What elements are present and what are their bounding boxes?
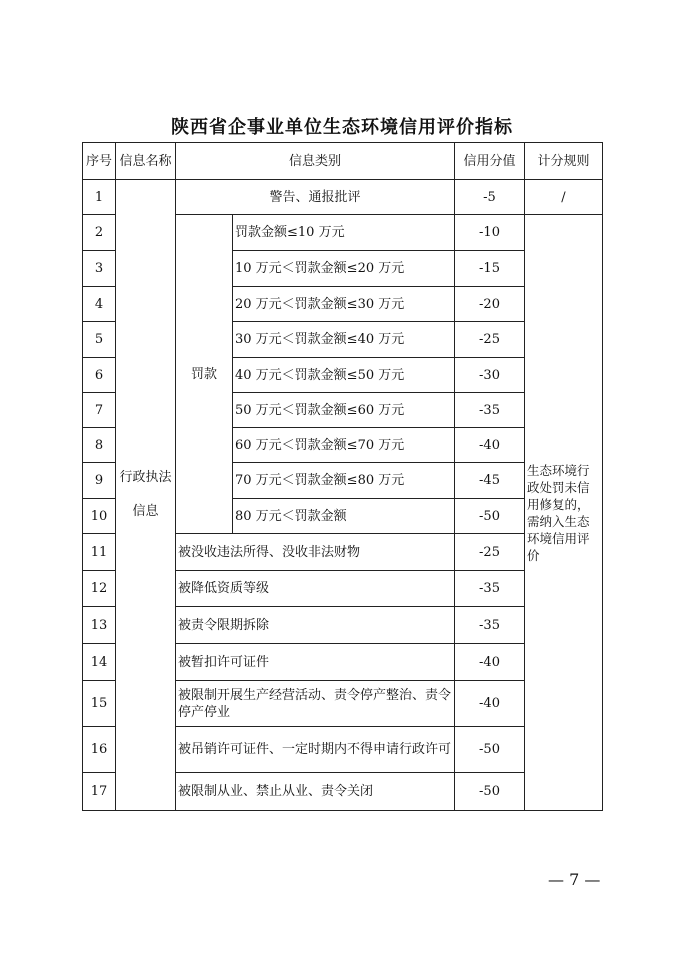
- row-seq: 14: [83, 644, 116, 681]
- row-category: 被吊销许可证件、一定时期内不得申请行政许可: [176, 727, 455, 773]
- row-seq: 9: [83, 463, 116, 499]
- row-score: -10: [455, 215, 525, 251]
- fine-group-label: 罚款: [176, 215, 233, 534]
- row-score: -35: [455, 607, 525, 644]
- header-seq: 序号: [83, 143, 116, 180]
- page-number: — 7 —: [548, 870, 601, 889]
- row-category: 被没收违法所得、没收非法财物: [176, 534, 455, 571]
- row-category: 10 万元＜罚款金额≤20 万元: [233, 251, 455, 287]
- row-category: 60 万元＜罚款金额≤70 万元: [233, 428, 455, 463]
- row-category: 被责令限期拆除: [176, 607, 455, 644]
- row-seq: 7: [83, 393, 116, 428]
- row-category: 被降低资质等级: [176, 571, 455, 607]
- row-seq: 13: [83, 607, 116, 644]
- row-seq: 3: [83, 251, 116, 287]
- table-header-row: [83, 143, 603, 180]
- row-category: 70 万元＜罚款金额≤80 万元: [233, 463, 455, 499]
- row-score: -15: [455, 251, 525, 287]
- row-seq: 12: [83, 571, 116, 607]
- row-seq: 4: [83, 287, 116, 322]
- row-score: -45: [455, 463, 525, 499]
- row-score: -50: [455, 499, 525, 534]
- info-name-line2: 信息: [132, 504, 159, 519]
- row-seq: 11: [83, 534, 116, 571]
- row-category: 50 万元＜罚款金额≤60 万元: [233, 393, 455, 428]
- row-seq: 8: [83, 428, 116, 463]
- row-seq: 15: [83, 681, 116, 727]
- row-score: -50: [455, 727, 525, 773]
- row-category: 20 万元＜罚款金额≤30 万元: [233, 287, 455, 322]
- row-score: -40: [455, 428, 525, 463]
- row-category: 80 万元＜罚款金额: [233, 499, 455, 534]
- row-score: -25: [455, 322, 525, 358]
- header-info-category: 信息类别: [176, 143, 455, 180]
- row-category: 罚款金额≤10 万元: [233, 215, 455, 251]
- row-category: 30 万元＜罚款金额≤40 万元: [233, 322, 455, 358]
- row-seq: 16: [83, 727, 116, 773]
- info-name-cell: [116, 180, 176, 811]
- row-seq: 1: [83, 180, 116, 215]
- scoring-rule-row1: /: [525, 180, 603, 215]
- row-category: 40 万元＜罚款金额≤50 万元: [233, 358, 455, 393]
- row-seq: 5: [83, 322, 116, 358]
- info-name-line1: 行政执法: [119, 470, 172, 485]
- row-seq: 6: [83, 358, 116, 393]
- row-score: -35: [455, 393, 525, 428]
- row-score: -40: [455, 644, 525, 681]
- row-score: -25: [455, 534, 525, 571]
- row-score: -50: [455, 773, 525, 811]
- row-score: -5: [455, 180, 525, 215]
- header-scoring-rule: 计分规则: [525, 143, 603, 180]
- header-credit-score: 信用分值: [455, 143, 525, 180]
- row-category: 被限制开展生产经营活动、责令停产整治、责令停产停业: [176, 681, 455, 727]
- row-seq: 2: [83, 215, 116, 251]
- credit-evaluation-table: [82, 142, 603, 811]
- row-category: 被限制从业、禁止从业、责令关闭: [176, 773, 455, 811]
- header-info-name: 信息名称: [116, 143, 176, 180]
- document-title: 陕西省企事业单位生态环境信用评价指标: [171, 117, 513, 138]
- row-score: -30: [455, 358, 525, 393]
- row-category: 被暂扣许可证件: [176, 644, 455, 681]
- row-score: -35: [455, 571, 525, 607]
- scoring-rule-main: 生态环境行政处罚未信用修复的，需纳入生态环境信用评价: [525, 215, 603, 811]
- row-category: 警告、通报批评: [176, 180, 455, 215]
- table-row: [83, 180, 603, 215]
- row-score: -20: [455, 287, 525, 322]
- row-score: -40: [455, 681, 525, 727]
- row-seq: 10: [83, 499, 116, 534]
- row-seq: 17: [83, 773, 116, 811]
